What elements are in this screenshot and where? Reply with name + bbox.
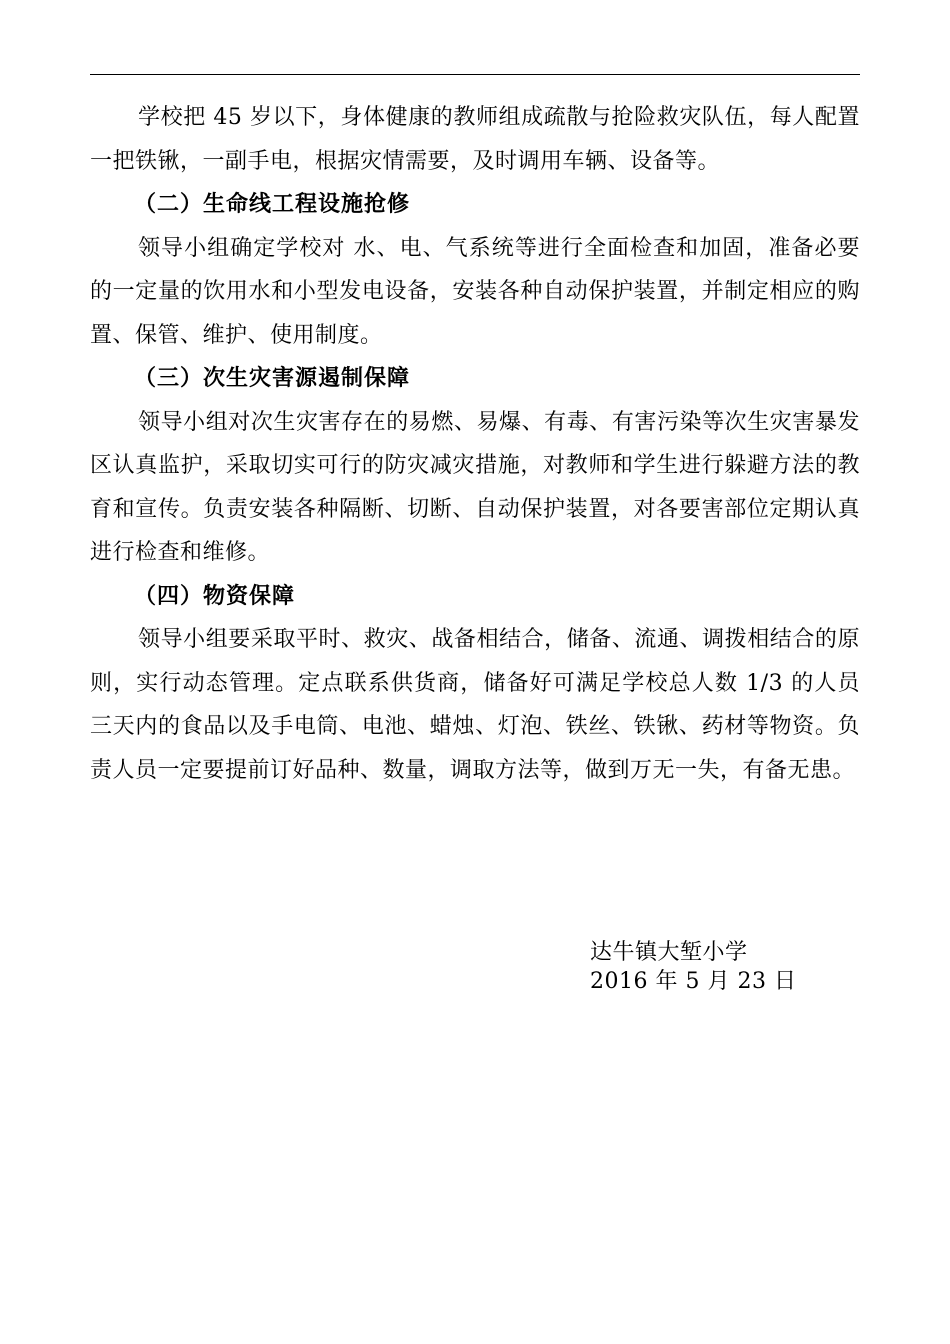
paragraph-evacuation-team: 学校把 45 岁以下，身体健康的教师组成疏散与抢险救灾队伍，每人配置一把铁锹，一副手电，根据灾情需要，及时调用车辆、设备等。 [90,105,860,174]
signature-block [590,938,850,996]
signature-organization: 达牛镇大堑小学 [590,940,748,965]
paragraph-lifeline-repair: 领导小组确定学校对 水、电、气系统等进行全面检查和加固，准备必要的一定量的饮用水和小型发电设备，安装各种自动保护装置，并制定相应的购置、保管、维护、使用制度。 [90,235,860,348]
document-body [90,96,860,792]
heading-supplies: （四）物资保障 [134,583,296,609]
paragraph-supplies: 领导小组要采取平时、救灾、战备相结合，储备、流通、调拨相结合的原则，实行动态管理。定点联系供货商，储备好可满足学校总人数 1/3 的人员三天内的食品以及手电筒、电池、蜡烛、灯泡、铁丝、铁锹、药材等物资。负责人员一定要提前订好品种、数量，调取方法等，做到万无一失，有备无患。 [90,627,860,783]
paragraph-secondary-disaster: 领导小组对次生灾害存在的易燃、易爆、有毒、有害污染等次生灾害暴发区认真监护，采取切实可行的防灾减灾措施，对教师和学生进行躲避方法的教育和宣传。负责安装各种隔断、切断、自动保护装置，对各要害部位定期认真进行检查和维修。 [90,409,860,565]
heading-lifeline-repair: （二）生命线工程设施抢修 [134,192,411,217]
header-rule [90,74,860,75]
signature-date: 2016 年 5 月 23 日 [590,969,797,994]
heading-secondary-disaster: （三）次生灾害源遏制保障 [134,366,411,391]
